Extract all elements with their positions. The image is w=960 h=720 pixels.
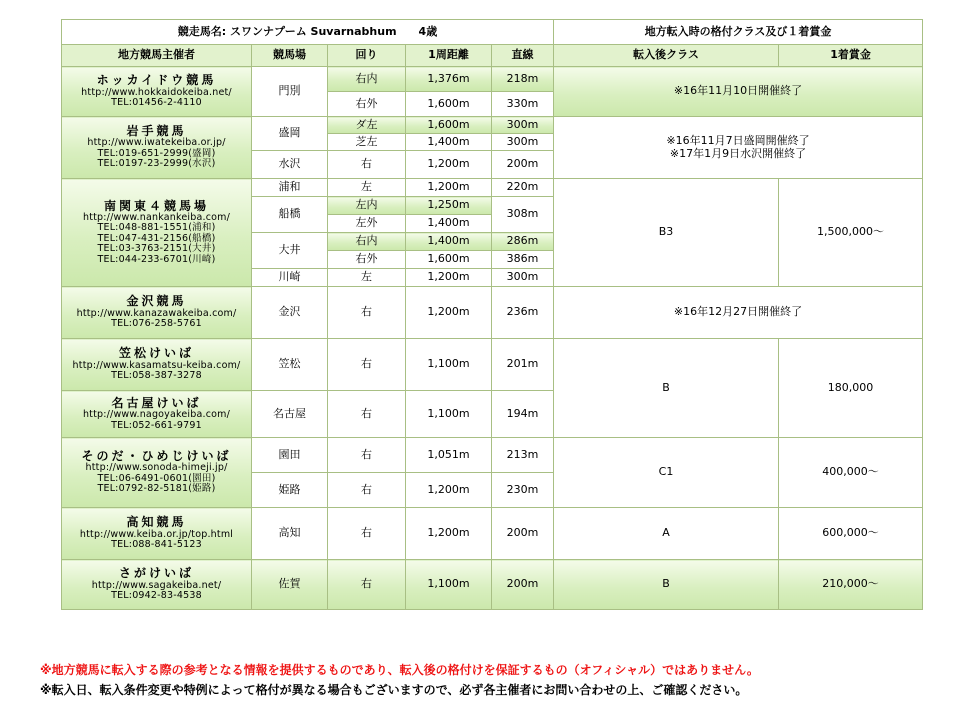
- distance-cell: 1,250m: [406, 197, 492, 215]
- direction-cell: 右内: [328, 233, 406, 251]
- kanazawa-note: ※16年12月27日開催終了: [554, 287, 923, 339]
- distance-cell: 1,100m: [406, 391, 492, 438]
- track-kawasaki: 川崎: [252, 269, 328, 287]
- direction-cell: 左外: [328, 215, 406, 233]
- distance-cell: 1,200m: [406, 508, 492, 560]
- straight-cell: 201m: [492, 339, 554, 391]
- distance-cell: 1,400m: [406, 233, 492, 251]
- straight-cell: 300m: [492, 134, 554, 151]
- organizer-url[interactable]: http://www.sonoda-himeji.jp/: [85, 462, 228, 474]
- col-direction-header: 回り: [328, 45, 406, 67]
- distance-cell: 1,051m: [406, 438, 492, 473]
- organizer-kasamatsu: [62, 339, 252, 391]
- organizer-tel: TEL:0792-82-5181(姫路): [97, 483, 216, 495]
- straight-cell: 200m: [492, 508, 554, 560]
- tokai-prize: 180,000: [779, 339, 923, 438]
- track-kanazawa: 金沢: [252, 287, 328, 339]
- kochi-prize: 600,000～: [779, 508, 923, 560]
- straight-cell: 194m: [492, 391, 554, 438]
- organizer-name: 金沢競馬: [126, 294, 187, 309]
- straight-cell: 200m: [492, 560, 554, 610]
- distance-cell: 1,600m: [406, 92, 492, 117]
- distance-cell: 1,400m: [406, 215, 492, 233]
- straight-cell: 330m: [492, 92, 554, 117]
- straight-cell: 230m: [492, 473, 554, 508]
- organizer-url[interactable]: http://www.sagakeiba.net/: [91, 579, 222, 591]
- direction-cell: 左: [328, 269, 406, 287]
- organizer-name: 笠松けいば: [118, 346, 194, 361]
- organizer-kochi: [62, 508, 252, 560]
- straight-cell: 200m: [492, 151, 554, 179]
- organizer-name: さがけいば: [118, 566, 194, 581]
- organizer-tel: TEL:048-881-1551(浦和): [97, 222, 216, 234]
- transfer-info-header: 地方転入時の格付クラス及び１着賞金: [554, 20, 923, 45]
- distance-cell: 1,200m: [406, 269, 492, 287]
- hyogo-prize: 400,000～: [779, 438, 923, 508]
- direction-cell: 右内: [328, 67, 406, 92]
- kochi-class: A: [554, 508, 779, 560]
- kanto-prize: 1,500,000～: [779, 179, 923, 287]
- iwate-note: ※16年11月7日盛岡開催終了: [666, 134, 810, 148]
- straight-cell: 236m: [492, 287, 554, 339]
- organizer-kanazawa: [62, 287, 252, 339]
- col-organizer-header: 地方競馬主催者: [62, 45, 252, 67]
- disclaimer-notes: [40, 660, 940, 700]
- track-kasamatsu: 笠松: [252, 339, 328, 391]
- direction-cell: 左内: [328, 197, 406, 215]
- col-distance-header: 1周距離: [406, 45, 492, 67]
- track-nagoya: 名古屋: [252, 391, 328, 438]
- distance-cell: 1,376m: [406, 67, 492, 92]
- direction-cell: 右: [328, 508, 406, 560]
- track-morioka: 盛岡: [252, 117, 328, 151]
- direction-cell: 右: [328, 287, 406, 339]
- col-class-header: 転入後クラス: [554, 45, 779, 67]
- straight-cell: 300m: [492, 269, 554, 287]
- track-ooi: 大井: [252, 233, 328, 269]
- organizer-tel: TEL:047-431-2156(船橋): [97, 232, 216, 244]
- kanto-class: B3: [554, 179, 779, 287]
- organizer-url[interactable]: http://www.nagoyakeiba.com/: [82, 409, 231, 421]
- organizer-minamikanto: [62, 179, 252, 287]
- track-sonoda: 園田: [252, 438, 328, 473]
- distance-cell: 1,100m: [406, 560, 492, 610]
- track-himeji: 姫路: [252, 473, 328, 508]
- organizer-tel: TEL:06-6491-0601(園田): [97, 472, 216, 484]
- hyogo-class: C1: [554, 438, 779, 508]
- organizer-name: ホッカイドウ競馬: [96, 73, 217, 88]
- distance-cell: 1,200m: [406, 287, 492, 339]
- straight-cell: 300m: [492, 117, 554, 134]
- iwate-note: ※17年1月9日水沢開催終了: [669, 146, 807, 160]
- organizer-tel: TEL:0197-23-2999(水沢): [97, 158, 216, 170]
- straight-cell: 213m: [492, 438, 554, 473]
- distance-cell: 1,100m: [406, 339, 492, 391]
- organizer-tel: TEL:0942-83-4538: [111, 590, 202, 602]
- direction-cell: 右: [328, 473, 406, 508]
- organizer-tel: TEL:076-258-5761: [111, 318, 202, 330]
- tokai-class: B: [554, 339, 779, 438]
- organizer-tel: TEL:03-3763-2151(大井): [97, 243, 216, 255]
- organizer-name: 南関東４競馬場: [103, 198, 209, 213]
- col-track-header: 競馬場: [252, 45, 328, 67]
- transfer-table: [61, 19, 923, 610]
- organizer-name: 岩手競馬: [126, 124, 187, 139]
- organizer-tel: TEL:052-661-9791: [111, 419, 202, 431]
- distance-cell: 1,200m: [406, 473, 492, 508]
- organizer-name: 名古屋けいば: [111, 395, 202, 410]
- organizer-saga: [62, 560, 252, 610]
- organizer-name: 高知競馬: [126, 515, 187, 530]
- organizer-tel: TEL:088-841-5123: [111, 539, 202, 551]
- disclaimer-note-red: ※地方競馬に転入する際の参考となる情報を提供するものであり、転入後の格付けを保証するもの（オフィシャル）ではありません。: [40, 663, 759, 677]
- organizer-url[interactable]: http://www.nankankeiba.com/: [82, 212, 230, 223]
- iwate-notes: [554, 117, 923, 179]
- saga-prize: 210,000～: [779, 560, 923, 610]
- direction-cell: 右: [328, 438, 406, 473]
- organizer-name: そのだ・ひめじけいば: [81, 449, 232, 464]
- direction-cell: 芝左: [328, 134, 406, 151]
- disclaimer-note-black: ※転入日、転入条件変更や特例によって格付が異なる場合もございますので、必ず各主催者にお問い合わせの上、ご確認ください。: [40, 683, 748, 697]
- straight-cell: 386m: [492, 251, 554, 269]
- track-kochi: 高知: [252, 508, 328, 560]
- track-monbetsu: 門別: [252, 67, 328, 117]
- organizer-iwate: [62, 117, 252, 179]
- hokkaido-note: ※16年11月10日開催終了: [554, 67, 923, 117]
- direction-cell: ダ左: [328, 117, 406, 134]
- direction-cell: 左: [328, 179, 406, 197]
- horse-name-title: 競走馬名: スワンナプーム Suvarnabhum 4歳: [62, 20, 554, 45]
- distance-cell: 1,200m: [406, 179, 492, 197]
- direction-cell: 右外: [328, 92, 406, 117]
- organizer-url[interactable]: http://www.kanazawakeiba.com/: [76, 307, 237, 319]
- organizer-nagoya: [62, 391, 252, 438]
- organizer-url[interactable]: http://www.kasamatsu-keiba.com/: [72, 359, 241, 371]
- direction-cell: 右外: [328, 251, 406, 269]
- col-prize-header: 1着賞金: [779, 45, 923, 67]
- col-straight-header: 直線: [492, 45, 554, 67]
- direction-cell: 右: [328, 151, 406, 179]
- track-funabashi: 船橋: [252, 197, 328, 233]
- organizer-url[interactable]: http://www.iwatekeiba.or.jp/: [87, 137, 226, 149]
- track-urawa: 浦和: [252, 179, 328, 197]
- organizer-url[interactable]: http://www.hokkaidokeiba.net/: [81, 86, 232, 98]
- saga-class: B: [554, 560, 779, 610]
- straight-cell: 286m: [492, 233, 554, 251]
- track-mizusawa: 水沢: [252, 151, 328, 179]
- straight-cell: 218m: [492, 67, 554, 92]
- track-saga: 佐賀: [252, 560, 328, 610]
- distance-cell: 1,200m: [406, 151, 492, 179]
- direction-cell: 右: [328, 339, 406, 391]
- organizer-url[interactable]: http://www.keiba.or.jp/top.html: [79, 528, 234, 540]
- organizer-hokkaido: [62, 67, 252, 117]
- organizer-sonoda: [62, 438, 252, 508]
- distance-cell: 1,600m: [406, 251, 492, 269]
- direction-cell: 右: [328, 560, 406, 610]
- straight-cell: 220m: [492, 179, 554, 197]
- organizer-tel: TEL:019-651-2999(盛岡): [97, 147, 216, 159]
- organizer-tel: TEL:044-233-6701(川崎): [97, 253, 216, 265]
- distance-cell: 1,400m: [406, 134, 492, 151]
- organizer-tel: TEL:01456-2-4110: [111, 97, 202, 109]
- distance-cell: 1,600m: [406, 117, 492, 134]
- organizer-tel: TEL:058-387-3278: [111, 370, 202, 382]
- direction-cell: 右: [328, 391, 406, 438]
- straight-cell: 308m: [492, 197, 554, 233]
